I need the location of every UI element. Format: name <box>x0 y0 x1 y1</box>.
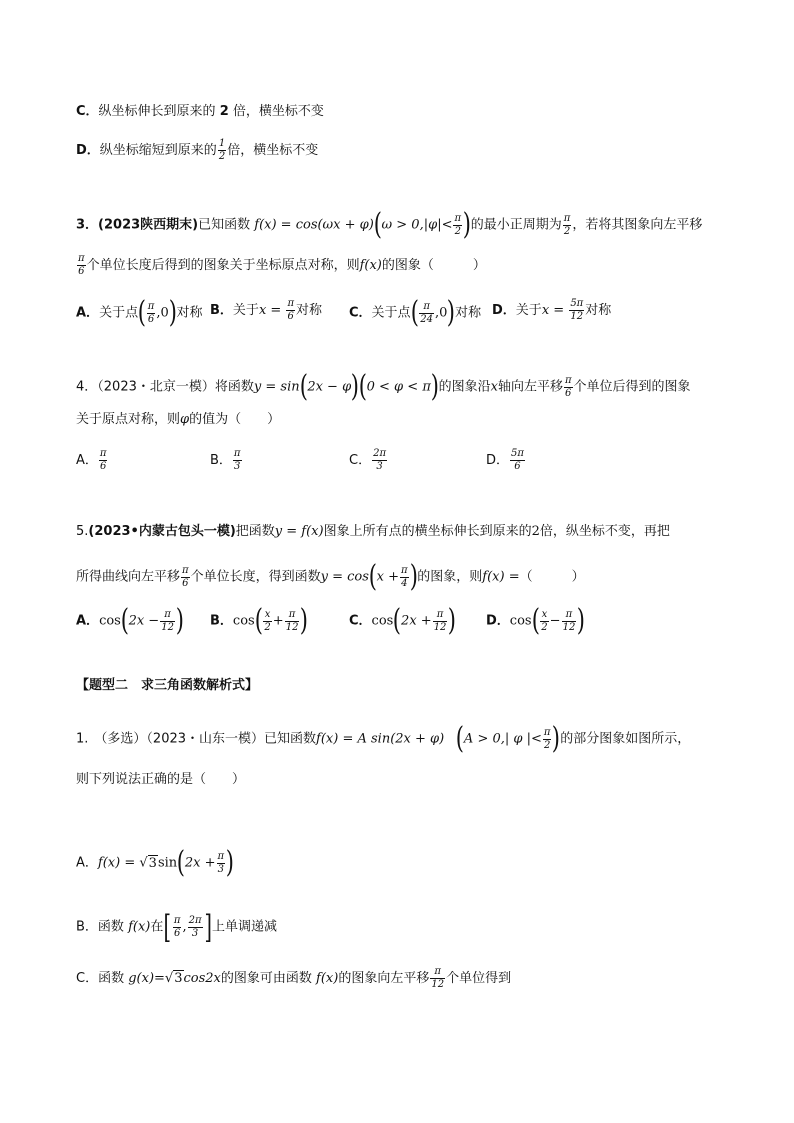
math-expr: 0 < φ < π <box>366 379 431 395</box>
fraction <box>564 375 573 400</box>
option-text: 关于点 <box>371 305 411 321</box>
math-expr: φ <box>180 412 190 427</box>
fraction-den: 6 <box>565 387 572 399</box>
fraction-num: π <box>543 726 551 738</box>
fraction-den: 6 <box>100 461 107 472</box>
fraction <box>188 915 203 940</box>
stem-text: 的图象沿 <box>438 379 491 395</box>
left-paren: ( <box>299 369 308 404</box>
fraction-den: 6 <box>287 311 294 322</box>
option-label: D． <box>76 143 100 158</box>
fraction-den: 2 <box>454 225 461 237</box>
right-paren: ) <box>350 369 360 404</box>
q4-stem-line1 <box>76 369 754 404</box>
prev-option-c <box>76 102 754 122</box>
right-bracket: ] <box>204 908 212 946</box>
question-source: （2023・山东一模） <box>146 731 265 747</box>
math-expr: = <box>154 971 165 986</box>
fraction <box>160 609 175 634</box>
section-title: 【题型二 求三角函数解析式】 <box>76 678 259 693</box>
fraction-den: 3 <box>191 927 199 939</box>
fraction <box>285 609 300 634</box>
option-label: C． <box>349 305 372 321</box>
math-expr: f(x) = <box>97 855 136 871</box>
q3-option-c[interactable] <box>349 295 482 330</box>
option-number: 2 <box>219 104 229 119</box>
left-paren: ( <box>254 603 263 638</box>
multi-select-tag: （多选） <box>94 731 147 747</box>
stem-text: 的最小正周期为 <box>470 217 562 233</box>
q4-stem-line2 <box>76 410 754 430</box>
fraction-num: π <box>400 564 408 576</box>
t2q1-stem-line1 <box>76 721 754 756</box>
stem-text: 已知函数 <box>264 731 317 747</box>
math-expr: f(x) <box>359 258 382 273</box>
q3-option-a[interactable] <box>76 295 203 330</box>
fraction-num: 1 <box>218 138 226 149</box>
option-text: 上单调递减 <box>212 919 278 935</box>
question-number: 3． <box>76 217 99 233</box>
left-paren: ( <box>531 603 540 638</box>
fraction <box>217 851 226 876</box>
math-expr: y = f(x) <box>274 524 324 539</box>
right-paren: ) <box>168 295 177 330</box>
math-expr: cos2x <box>183 971 221 986</box>
option-text: 函数 <box>98 971 129 986</box>
option-label: B． <box>210 453 232 468</box>
fraction <box>218 138 226 163</box>
left-paren: ( <box>358 369 367 404</box>
fraction-num: π <box>454 212 462 224</box>
q3-option-b[interactable] <box>210 298 322 323</box>
option-text: 纵坐标伸长到原来的 <box>98 104 220 119</box>
fraction-den: 2 <box>541 621 548 633</box>
q3-option-d[interactable] <box>492 298 611 323</box>
q5-option-b[interactable] <box>210 603 309 638</box>
fraction <box>286 298 295 323</box>
fraction-num: π <box>285 609 300 622</box>
option-label: A． <box>76 305 100 321</box>
math-expr: x + <box>376 569 399 585</box>
fraction-den: 3 <box>376 461 383 472</box>
fraction-num: π <box>182 564 189 576</box>
fraction <box>233 448 242 473</box>
fraction-den: 12 <box>433 621 447 633</box>
stem-text: 的部分图象如图所示， <box>560 731 691 747</box>
fraction-den: 2 <box>264 621 271 633</box>
stem-text: 个单位后得到的图象 <box>573 379 691 395</box>
option-label: D． <box>486 613 510 629</box>
fraction <box>263 609 271 634</box>
math-expr: g(x) <box>128 971 155 986</box>
option-text: 对称 <box>176 305 203 321</box>
prev-option-d <box>76 138 754 163</box>
option-label: C． <box>76 104 99 119</box>
question-source: (2023•内蒙古包头一模) <box>88 524 236 539</box>
fraction <box>562 609 577 634</box>
option-label: A． <box>76 453 98 468</box>
stem-text: 的图象，则 <box>417 569 483 585</box>
sqrt-radicand: 3 <box>148 855 157 871</box>
option-text: 关于 <box>515 303 542 318</box>
q3-stem-line1 <box>76 207 754 242</box>
stem-text: 将函数 <box>214 379 254 395</box>
fraction-num: π <box>287 298 295 309</box>
math-expr: f(x) = A sin(2x + φ) <box>316 731 445 747</box>
q5-option-d[interactable] <box>486 603 586 638</box>
q4-option-a[interactable] <box>76 448 108 473</box>
fraction <box>400 565 409 590</box>
stem-text: 所得曲线向左平移 <box>76 569 181 585</box>
left-paren: ( <box>455 721 465 756</box>
stem-text: 个单位长度，得到函数 <box>190 569 321 585</box>
fraction <box>430 966 445 991</box>
option-text: 对称 <box>455 305 482 321</box>
question-number: 4． <box>76 379 98 395</box>
math-expr: 2x + <box>184 855 216 871</box>
fraction <box>543 727 552 752</box>
left-paren: ( <box>373 207 382 242</box>
sqrt: √3 <box>164 971 183 986</box>
fraction-num: 2π <box>373 448 387 459</box>
fraction-den: 24 <box>420 313 434 325</box>
question-source: （2023・北京一模） <box>97 379 215 395</box>
option-text: 倍，横坐标不变 <box>227 143 319 158</box>
left-paren: ( <box>368 559 377 594</box>
stem-text: 轴向左平移 <box>497 379 563 395</box>
fraction <box>569 298 584 323</box>
sqrt: √3 <box>139 855 157 871</box>
fraction-den: 2 <box>563 225 571 237</box>
q4-option-c[interactable] <box>349 448 388 473</box>
math-expr: cos <box>99 613 121 629</box>
fraction-num: 5π <box>570 298 584 309</box>
math-expr: f(x) <box>316 971 339 986</box>
fraction-den: 12 <box>431 979 445 990</box>
stem-text: （ ） <box>519 569 585 585</box>
fraction-num: 2π <box>188 914 202 926</box>
option-text: 对称 <box>296 303 323 318</box>
fraction-num: π <box>99 448 107 459</box>
question-number: 1. <box>76 731 89 747</box>
math-expr: x <box>490 379 498 395</box>
math-expr: y = cos <box>320 569 369 585</box>
fraction <box>563 213 572 238</box>
fraction-num: π <box>430 966 445 979</box>
fraction <box>99 448 108 473</box>
fraction <box>372 448 387 473</box>
fraction-num: π <box>233 448 241 459</box>
q5-option-a[interactable] <box>76 603 184 638</box>
fraction-num: π <box>78 253 85 264</box>
fraction-num: x <box>264 608 271 620</box>
fraction-num: π <box>564 374 572 386</box>
fraction <box>77 253 86 278</box>
right-paren: ) <box>577 603 586 638</box>
fraction-num: π <box>419 301 434 314</box>
option-text: 的图象可由函数 <box>220 971 317 986</box>
fraction-num: π <box>562 609 577 622</box>
math-expr: cos <box>509 613 532 629</box>
fraction-den: 12 <box>285 621 299 633</box>
left-paren: ( <box>393 603 402 638</box>
option-label: A． <box>76 855 98 871</box>
option-text: 在 <box>150 919 164 935</box>
q3-stem-line2 <box>76 253 754 278</box>
fraction <box>147 301 156 326</box>
fraction-den: 12 <box>562 621 576 633</box>
stem-text: 的图象（ ） <box>381 258 486 273</box>
stem-text: 倍，纵坐标不变，再把 <box>539 524 670 539</box>
right-paren: ) <box>462 207 472 242</box>
fraction-num: π <box>217 850 225 862</box>
fraction-den: 6 <box>78 266 85 277</box>
right-paren: ) <box>225 845 235 880</box>
q5-stem-line2 <box>76 559 754 594</box>
left-paren: ( <box>137 295 147 330</box>
right-paren: ) <box>175 603 184 638</box>
math-expr: − <box>549 613 561 629</box>
question-source: (2023陕西期末) <box>98 217 199 233</box>
t2q1-stem-line2: 则下列说法正确的是（ ） <box>76 772 246 787</box>
option-text: 的图象向左平移 <box>338 971 430 986</box>
math-expr: f(x) <box>128 919 151 935</box>
option-text: 关于 <box>232 303 259 318</box>
fraction-den: 3 <box>234 461 241 472</box>
fraction-den: 2 <box>218 151 226 162</box>
math-expr: + <box>272 613 284 629</box>
option-label: C． <box>349 453 372 468</box>
stem-text: 个单位长度后得到的图象关于坐标原点对称，则 <box>86 258 360 273</box>
fraction <box>453 213 462 238</box>
q5-option-c[interactable] <box>349 603 457 638</box>
math-expr: ,0 <box>435 305 448 321</box>
option-label: B． <box>210 613 233 629</box>
fraction-num: 5π <box>511 448 524 459</box>
option-text: 倍，横坐标不变 <box>228 104 324 119</box>
fraction <box>510 448 525 473</box>
right-paren: ) <box>300 603 309 638</box>
fraction-den: 3 <box>217 863 224 875</box>
fraction-num: π <box>563 212 571 224</box>
fraction <box>419 301 434 326</box>
fraction-den: 12 <box>570 311 584 322</box>
fraction-num: π <box>147 300 155 312</box>
math-expr: x = <box>541 303 569 318</box>
math-expr: cos <box>232 613 255 629</box>
math-expr: A > 0,| φ |< <box>463 731 542 747</box>
left-paren: ( <box>176 845 186 880</box>
math-expr: 2x − <box>128 613 160 629</box>
left-bracket: [ <box>163 908 172 946</box>
option-label: D． <box>486 453 510 468</box>
option-text: 纵坐标缩短到原来的 <box>99 143 217 158</box>
t2q1-option-c[interactable] <box>76 966 754 991</box>
stem-text: 已知函数 <box>198 217 255 233</box>
fraction-den: 6 <box>173 927 181 939</box>
fraction-num: π <box>173 914 181 926</box>
math-expr: 2 <box>531 524 540 539</box>
option-text: 个单位得到 <box>446 971 512 986</box>
stem-text: 图象上所有点的横坐标伸长到原来的 <box>323 524 532 539</box>
right-paren: ) <box>447 295 456 330</box>
t2q1-option-a[interactable] <box>76 845 754 880</box>
math-expr: cos <box>371 613 394 629</box>
math-expr: f(x) = cos(ωx + φ) <box>254 217 374 233</box>
left-paren: ( <box>120 603 129 638</box>
option-text: 函数 <box>97 919 129 935</box>
question-number: 5. <box>76 524 89 539</box>
option-label: B． <box>76 919 98 935</box>
fraction-den: 2 <box>543 739 551 751</box>
stem-text: 的值为（ ） <box>189 412 281 427</box>
math-expr: ,0 <box>156 305 169 321</box>
sqrt-radicand: 3 <box>174 971 183 986</box>
option-label: A． <box>76 613 100 629</box>
fraction-num: π <box>160 609 175 622</box>
fraction <box>433 609 448 634</box>
q5-stem-line1 <box>76 522 754 542</box>
fraction <box>540 609 548 634</box>
fraction-num: x <box>541 608 548 620</box>
right-paren: ) <box>552 721 561 756</box>
fraction-den: 12 <box>161 621 174 633</box>
option-text: 关于点 <box>99 305 139 321</box>
t2q1-option-b[interactable]: B．函数 f(x)在[ $\frac{\pi}{6}$ , $\frac{2\pi}{3}$ ]上单调递减 <box>76 908 278 946</box>
option-label: B． <box>210 303 233 318</box>
math-expr: f(x) = <box>482 569 520 585</box>
math-expr: x = <box>258 303 286 318</box>
stem-text: 关于原点对称，则 <box>76 412 181 427</box>
math-expr: y = sin <box>253 379 300 395</box>
right-paren: ) <box>409 559 418 594</box>
option-label: D． <box>492 303 516 318</box>
stem-text: 把函数 <box>235 524 275 539</box>
option-label: C． <box>349 613 372 629</box>
fraction-den: 6 <box>514 461 521 472</box>
option-label: C． <box>76 971 99 986</box>
q4-option-d[interactable] <box>486 448 526 473</box>
right-paren: ) <box>430 369 439 404</box>
q4-option-b[interactable] <box>210 448 243 473</box>
option-text: 对称 <box>585 303 612 318</box>
fraction-den: 6 <box>147 313 155 325</box>
fraction-den: 4 <box>401 577 408 589</box>
math-expr: ω > 0,|φ|< <box>381 217 453 233</box>
fraction-den: 6 <box>182 577 189 589</box>
fraction <box>181 565 190 590</box>
right-paren: ) <box>448 603 457 638</box>
fraction-num: π <box>433 609 448 622</box>
math-expr: 2x − φ <box>307 379 352 395</box>
left-paren: ( <box>410 295 419 330</box>
math-expr: 2x + <box>401 613 432 629</box>
fraction <box>173 915 182 940</box>
math-expr: sin <box>157 855 178 871</box>
stem-text: ，若将其图象向左平移 <box>572 217 703 233</box>
